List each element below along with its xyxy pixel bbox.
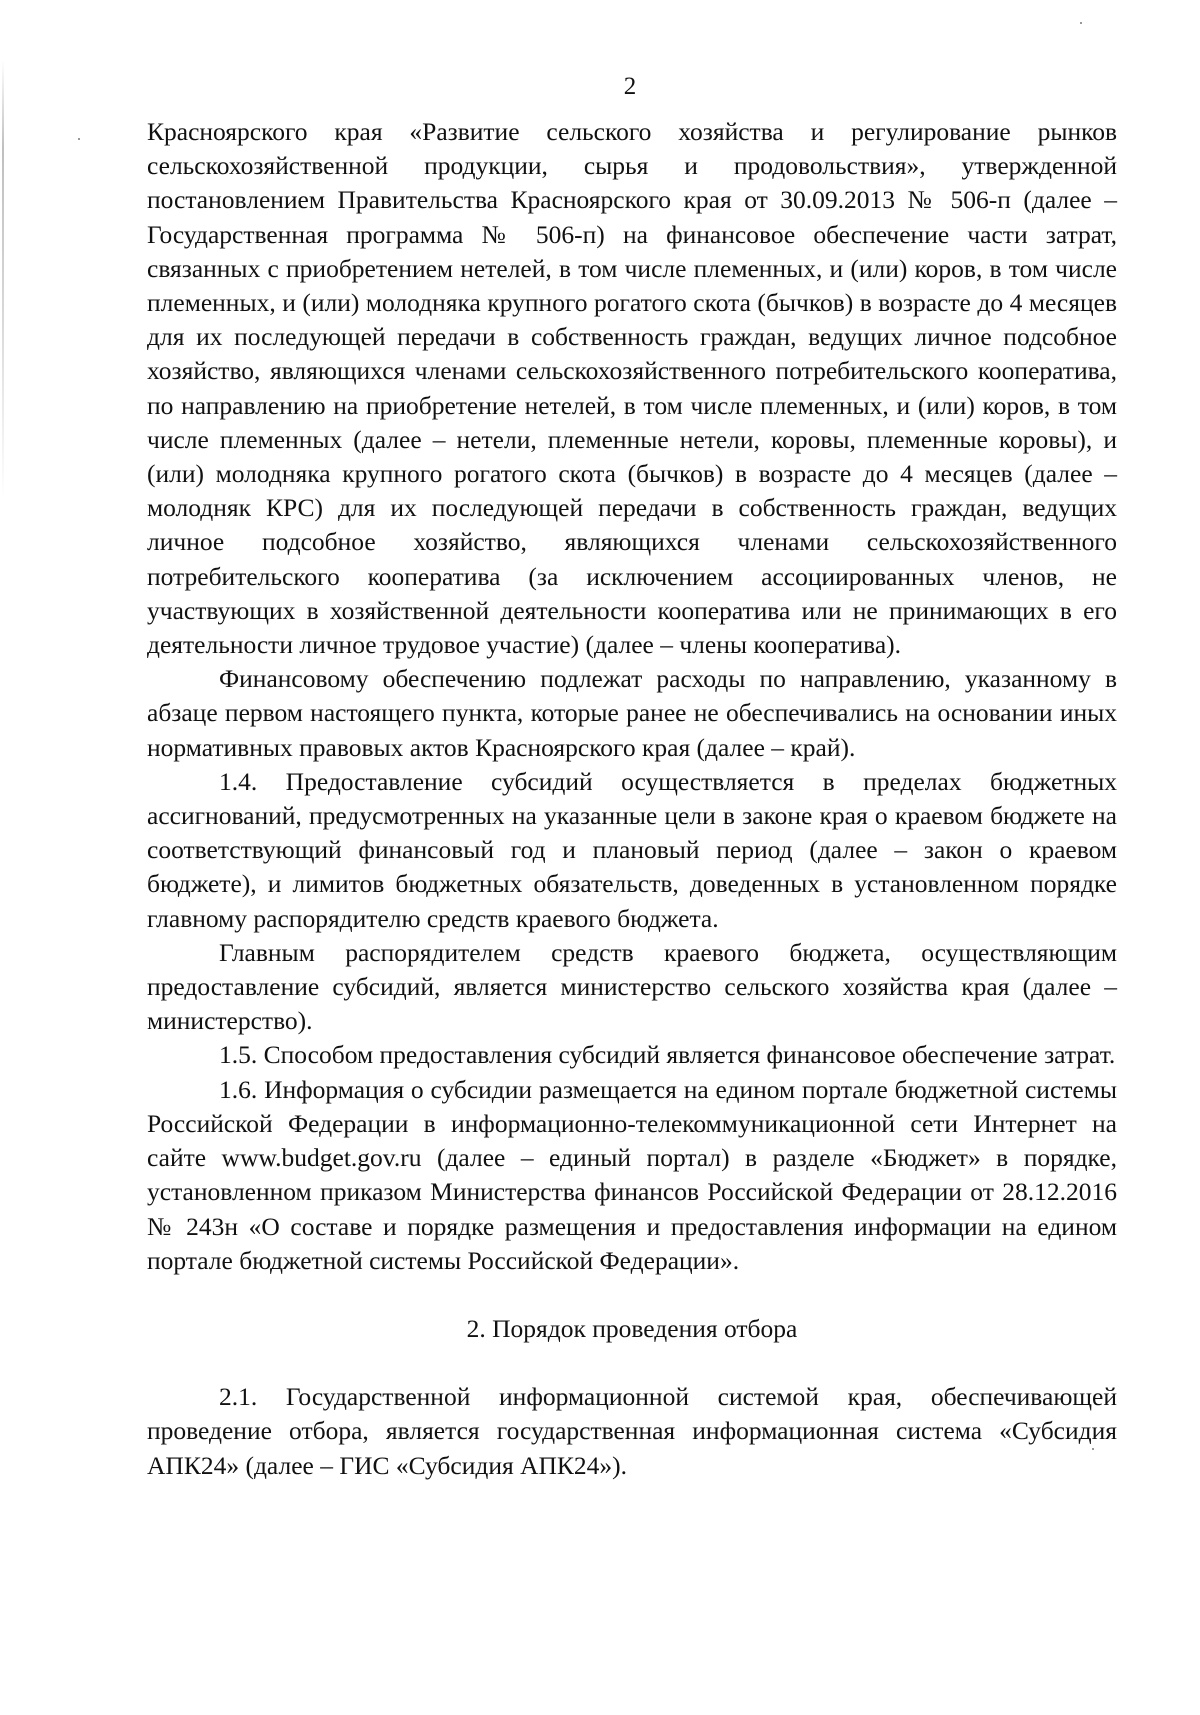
page-number: 2 (623, 73, 637, 100)
scan-speck (1080, 22, 1082, 24)
paragraph-1-4: 1.4. Предоставление субсидий осуществляется в пределах бюджетных ассигнований, предусмотренных на указанные цели в законе края о краевом бюджете на соответствующий финансовый год и плановый период (далее – закон о краевом бюджете), и лимитов бюджетных обязательств, доведенных в установленном порядке главному распорядителю средств краевого бюджета. (147, 766, 1117, 933)
scan-edge-shadow (2, 60, 4, 500)
paragraph-1-6: 1.6. Информация о субсидии размещается на едином портале бюджетной системы Российской Федерации в информационно-телекоммуникационной сети Интернет на сайте www.budget.gov.ru (далее – единый портал) в разделе «Бюджет» в порядке, установленном приказом Министерства финансов Российской Федерации от 28.12.2016 № 243н «О составе и порядке размещения и предоставления информации на едином портале бюджетной системы Российской Федерации». (147, 1074, 1117, 1275)
paragraph-2-1: 2.1. Государственной информационной системой края, обеспечивающей проведение отбора, является государственная информационная система «Субсидия АПК24» (далее – ГИС «Субсидия АПК24»). (147, 1382, 1117, 1480)
paragraph-main-manager: Главным распорядителем средств краевого бюджета, осуществляющим предоставление субсидий, является министерство сельского хозяйства края (далее – министерство). (147, 937, 1117, 1036)
scan-speck (78, 138, 80, 140)
section-heading: 2. Порядок проведения отбора (466, 1313, 798, 1343)
paragraph-continuation: Красноярского края «Развитие сельского хозяйства и регулирование рынков сельскохозяйственной продукции, сырья и продовольствия», утвержденной постановлением Правительства Красноярского края от 30.09.2013 № 506-п (далее – Государственная программа № 506-п) на финансовое обеспечение части затрат, связанных с приобретением нетелей, в том числе племенных, и (или) коров, в том числе племенных, и (или) молодняка крупного рогатого скота (бычков) в возрасте до 4 месяцев для их последующей передачи в собственность граждан, ведущих личное подсобное хозяйство, являющихся членами сельскохозяйственного потребительского кооператива, по направлению на приобретение нетелей, в том числе племенных, и (или) коров, в том числе племенных (далее – нетели, племенные нетели, коровы, племенные коровы), и (или) молодняка крупного рогатого скота (бычков) в возрасте до 4 месяцев (далее – молодняк КРС) для их последующей передачи в собственность граждан, ведущих личное подсобное хозяйство, являющихся членами сельскохозяйственного потребительского кооператива (за исключением ассоциированных членов, не участвующих в хозяйственной деятельности кооператива или не принимающих в его деятельности личное трудовое участие) (далее – члены кооператива). (147, 117, 1117, 660)
paragraph-financing: Финансовому обеспечению подлежат расходы по направлению, указанному в абзаце первом настоящего пункта, которые ранее не обеспечивались на основании иных нормативных правовых актов Красноярского края (далее – край). (147, 664, 1117, 762)
document-body (147, 115, 1117, 1483)
paragraph-1-5: 1.5. Способом предоставления субсидий является финансовое обеспечение затрат. (219, 1040, 1116, 1070)
